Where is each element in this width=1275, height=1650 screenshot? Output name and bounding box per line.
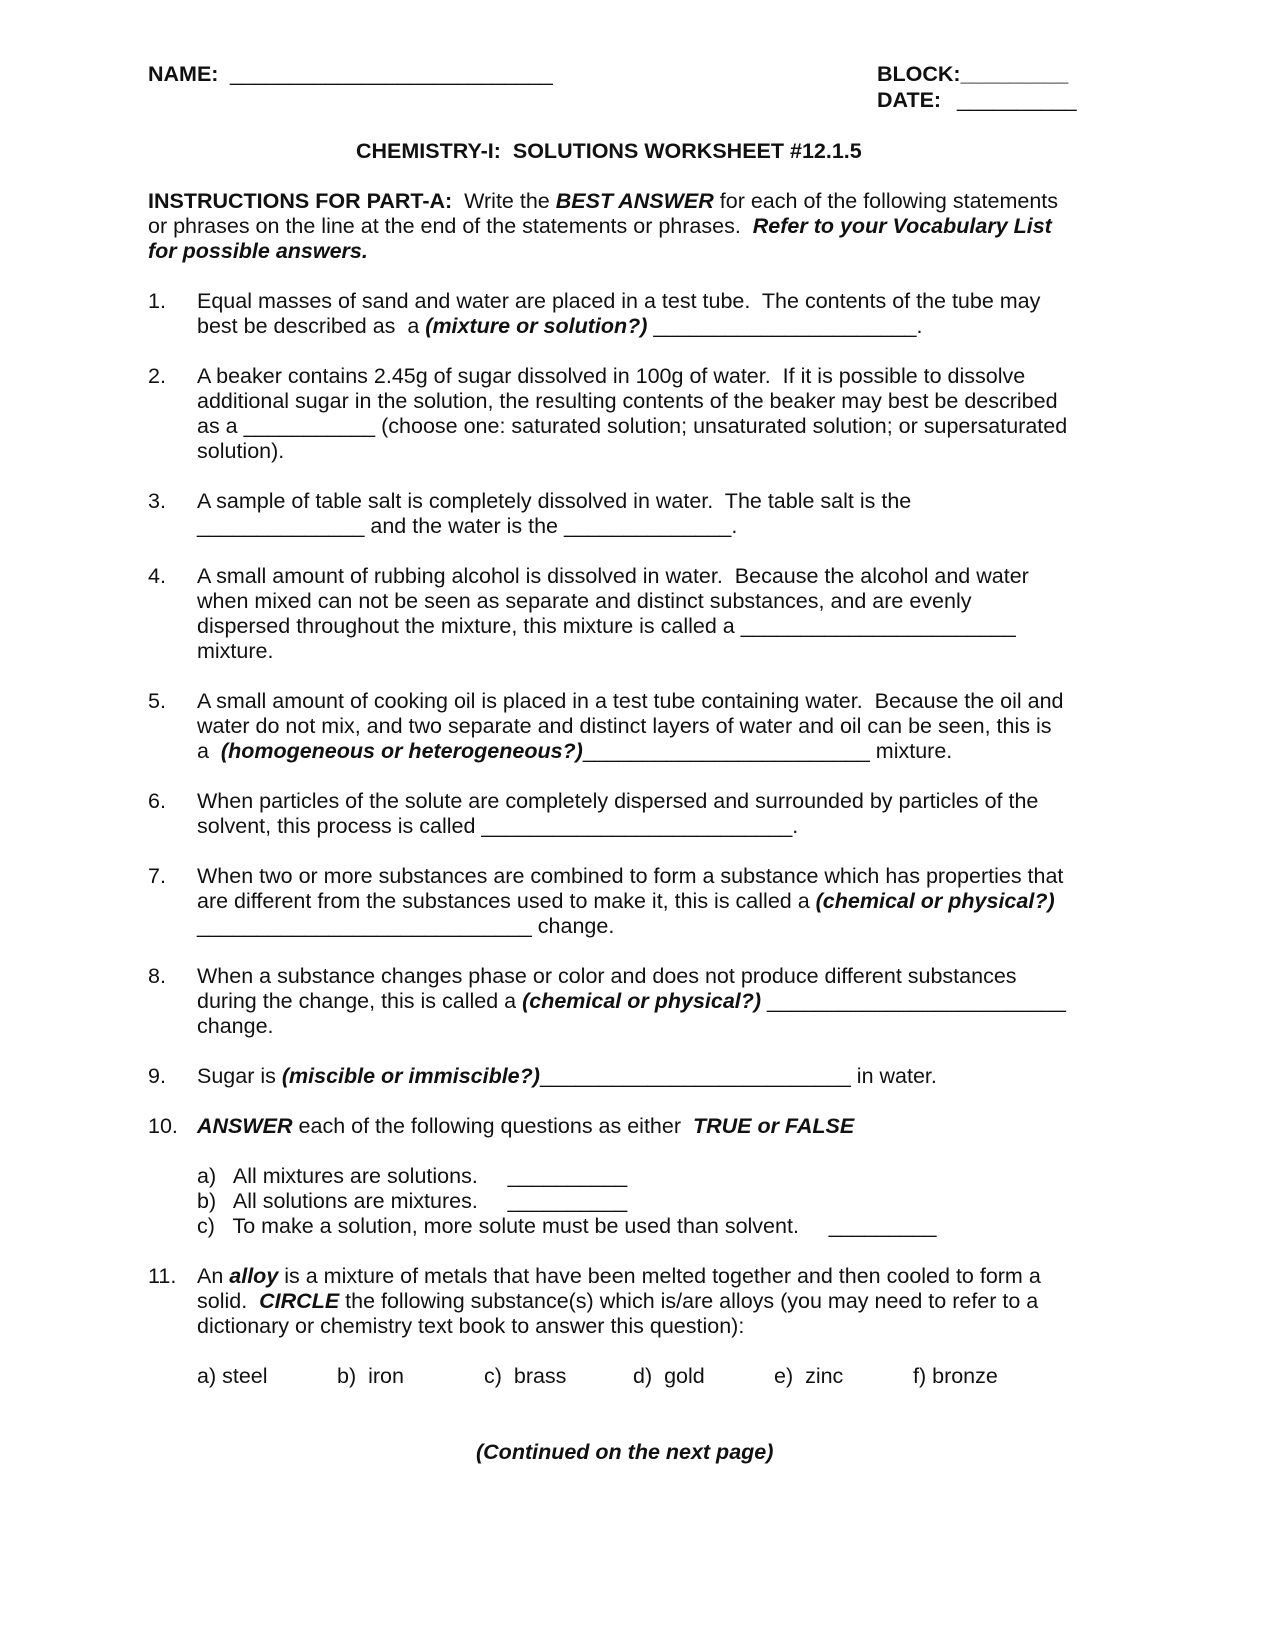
date-label: DATE: bbox=[877, 88, 942, 112]
alloy-emphasis: alloy bbox=[229, 1264, 279, 1288]
question-3-line-2[interactable]: ______________ and the water is the ______________. bbox=[197, 514, 738, 538]
question-number: 7. bbox=[148, 864, 166, 888]
question-6-line-1: When particles of the solute are completely dispersed and surrounded by particles of the bbox=[197, 789, 1039, 813]
question-10-item-c[interactable]: c) To make a solution, more solute must be used than solvent. _________ bbox=[197, 1214, 937, 1238]
choice-hint: (chemical or physical?) bbox=[522, 989, 762, 1013]
name-blank[interactable]: ___________________________ bbox=[230, 62, 553, 86]
question-text: Sugar is bbox=[197, 1064, 282, 1088]
choice-zinc[interactable]: e) zinc bbox=[774, 1364, 844, 1388]
question-number: 1. bbox=[148, 289, 166, 313]
instructions-text: for each of the following statements bbox=[713, 189, 1059, 213]
question-text: the following substance(s) which is/are alloys (you may need to refer to a bbox=[339, 1289, 1039, 1313]
instructions-text: or phrases on the line at the end of the statements or phrases. bbox=[148, 214, 753, 238]
answer-blank[interactable]: ________________________ mixture. bbox=[582, 739, 953, 763]
question-text: best be described as a bbox=[197, 314, 426, 338]
question-text: An bbox=[197, 1264, 230, 1288]
question-4-line-4: mixture. bbox=[197, 639, 274, 663]
question-number: 3. bbox=[148, 489, 166, 513]
question-2-line-1: A beaker contains 2.45g of sugar dissolved in 100g of water. If it is possible to dissolve bbox=[197, 364, 1026, 388]
answer-blank[interactable]: ______________________. bbox=[647, 314, 923, 338]
question-7-line-3[interactable]: ____________________________ change. bbox=[197, 914, 615, 938]
choice-hint: (chemical or physical?) bbox=[815, 889, 1055, 913]
question-1-line-2[interactable] bbox=[197, 314, 1137, 339]
question-4-line-1: A small amount of rubbing alcohol is dissolved in water. Because the alcohol and water bbox=[197, 564, 1029, 588]
choice-brass[interactable]: c) brass bbox=[484, 1364, 567, 1388]
question-text: is a mixture of metals that have been melted together and then cooled to form a bbox=[278, 1264, 1041, 1288]
question-8-line-1: When a substance changes phase or color and does not produce different substances bbox=[197, 964, 1017, 988]
question-3-line-1: A sample of table salt is completely dissolved in water. The table salt is the bbox=[197, 489, 912, 513]
answer-blank[interactable]: _________________________ bbox=[761, 989, 1066, 1013]
question-2-line-4: solution). bbox=[197, 439, 285, 463]
question-4-line-2: when mixed can not be seen as separate and distinct substances, and are evenly bbox=[197, 589, 972, 613]
question-10-line-1 bbox=[197, 1114, 1137, 1139]
question-5-line-2: water do not mix, and two separate and distinct layers of water and oil can be seen, this is bbox=[197, 714, 1052, 738]
answer-emphasis: ANSWER bbox=[197, 1114, 293, 1138]
question-number: 11. bbox=[148, 1264, 177, 1288]
question-number: 10. bbox=[148, 1114, 178, 1138]
question-4-line-3[interactable]: dispersed throughout the mixture, this mixture is called a _______________________ bbox=[197, 614, 1016, 638]
question-9-line-1[interactable] bbox=[197, 1064, 1137, 1089]
name-label: NAME: bbox=[148, 62, 219, 86]
instructions-text: Write the bbox=[452, 189, 556, 213]
circle-emphasis: CIRCLE bbox=[259, 1289, 340, 1313]
choice-iron[interactable]: b) iron bbox=[337, 1364, 404, 1388]
question-text: are different from the substances used to make it, this is called a bbox=[197, 889, 816, 913]
question-text: during the change, this is called a bbox=[197, 989, 523, 1013]
question-text: a bbox=[197, 739, 221, 763]
best-answer-emphasis: BEST ANSWER bbox=[555, 189, 714, 213]
choice-gold[interactable]: d) gold bbox=[633, 1364, 705, 1388]
question-8-line-2[interactable] bbox=[197, 989, 1137, 1014]
choice-hint: (homogeneous or heterogeneous?) bbox=[220, 739, 583, 763]
instructions-heading: INSTRUCTIONS FOR PART-A: bbox=[148, 189, 453, 213]
question-number: 9. bbox=[148, 1064, 166, 1088]
choice-bronze[interactable]: f) bronze bbox=[913, 1364, 998, 1388]
question-6-line-2[interactable]: solvent, this process is called __________________________. bbox=[197, 814, 799, 838]
question-number: 5. bbox=[148, 689, 166, 713]
continued-note: (Continued on the next page) bbox=[476, 1440, 774, 1464]
choice-hint: (miscible or immiscible?) bbox=[281, 1064, 540, 1088]
question-2-line-2: additional sugar in the solution, the resulting contents of the beaker may best be described bbox=[197, 389, 1058, 413]
question-11-line-2 bbox=[197, 1289, 1137, 1314]
choice-hint: (mixture or solution?) bbox=[425, 314, 648, 338]
question-number: 6. bbox=[148, 789, 166, 813]
question-1-line-1: Equal masses of sand and water are placed in a test tube. The contents of the tube may bbox=[197, 289, 1041, 313]
question-text: solid. bbox=[197, 1289, 260, 1313]
refer-emphasis: Refer to your Vocabulary List bbox=[752, 214, 1052, 238]
question-7-line-2 bbox=[197, 889, 1137, 914]
instructions-line-3: for possible answers. bbox=[148, 239, 368, 263]
question-7-line-1: When two or more substances are combined to form a substance which has properties that bbox=[197, 864, 1064, 888]
question-2-line-3[interactable]: as a ___________ (choose one: saturated solution; unsaturated solution; or supersaturated bbox=[197, 414, 1068, 438]
question-number: 4. bbox=[148, 564, 166, 588]
question-5-line-3[interactable] bbox=[197, 739, 1137, 764]
question-5-line-1: A small amount of cooking oil is placed in a test tube containing water. Because the oil and bbox=[197, 689, 1064, 713]
instructions-line-2 bbox=[148, 214, 1052, 239]
answer-blank[interactable]: __________________________ in water. bbox=[539, 1064, 937, 1088]
question-number: 2. bbox=[148, 364, 166, 388]
date-blank[interactable]: __________ bbox=[957, 88, 1077, 112]
question-11-line-1 bbox=[197, 1264, 1137, 1289]
question-11-line-3: dictionary or chemistry text book to answer this question): bbox=[197, 1314, 745, 1338]
question-number: 8. bbox=[148, 964, 166, 988]
instructions-line-1 bbox=[148, 189, 1058, 214]
question-text: each of the following questions as either bbox=[292, 1114, 693, 1138]
choice-steel[interactable]: a) steel bbox=[197, 1364, 268, 1388]
question-10-item-b[interactable]: b) All solutions are mixtures. __________ bbox=[197, 1189, 628, 1213]
question-8-line-3: change. bbox=[197, 1014, 274, 1038]
question-10-item-a[interactable]: a) All mixtures are solutions. __________ bbox=[197, 1164, 628, 1188]
worksheet-title: CHEMISTRY-I: SOLUTIONS WORKSHEET #12.1.5 bbox=[356, 139, 862, 163]
true-false-emphasis: TRUE or FALSE bbox=[692, 1114, 855, 1138]
block-label[interactable]: BLOCK:_________ bbox=[877, 62, 1069, 86]
